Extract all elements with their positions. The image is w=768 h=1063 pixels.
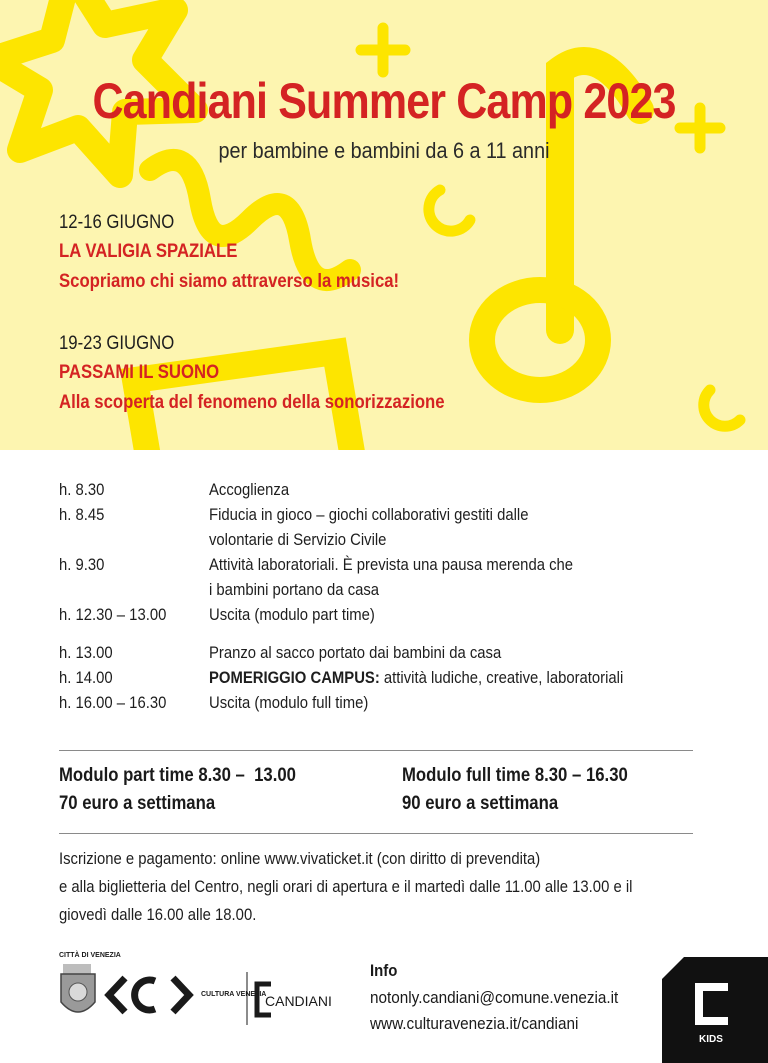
page-subtitle: per bambine e bambini da 6 a 11 anni — [218, 138, 550, 163]
camp-name: LA VALIGIA SPAZIALE — [59, 241, 238, 262]
city-logo-text: CITTÀ DI VENEZIA — [59, 952, 121, 959]
schedule-time: h. 12.30 – 13.00 — [59, 606, 167, 624]
registration-line: e alla biglietteria del Centro, negli orari di apertura e il martedì dalle 11.00 alle 13.00 e il — [59, 878, 633, 896]
schedule-row — [59, 666, 699, 691]
pricing-amount: 90 euro a settimana — [402, 793, 559, 814]
registration-info — [59, 845, 719, 929]
schedule-activity: Uscita (modulo full time) — [209, 694, 369, 712]
camp-name: PASSAMI IL SUONO — [59, 362, 220, 383]
info-email-link[interactable]: notonly.candiani@comune.venezia.it — [370, 988, 619, 1007]
schedule-time: h. 13.00 — [59, 644, 113, 662]
schedule-row — [59, 691, 699, 716]
schedule-activity-line: volontarie di Servizio Civile — [209, 531, 387, 549]
camp-description: Scopriamo chi siamo attraverso la musica! — [59, 271, 400, 292]
music-note-head — [482, 290, 598, 390]
schedule-time: h. 9.30 — [59, 556, 105, 574]
info-label: Info — [370, 961, 398, 980]
schedule-activity-line: Fiducia in gioco – giochi collaborativi gestiti dalle — [209, 506, 529, 524]
schedule-activity — [209, 666, 650, 691]
schedule-activity: Uscita (modulo part time) — [209, 606, 375, 624]
schedule-activity-line: attività ludiche, creative, laboratoriali — [379, 669, 624, 687]
divider — [59, 750, 693, 751]
camp-dates: 12-16 GIUGNO — [59, 212, 175, 233]
kids-label: KIDS — [699, 1034, 723, 1045]
pricing-full-time — [402, 762, 628, 818]
registration-line: giovedì dalle 16.00 alle 18.00. — [59, 906, 257, 924]
contact-info — [370, 957, 646, 1037]
info-website-link[interactable]: www.culturavenezia.it/candiani — [370, 1014, 579, 1033]
camp-week-1 — [59, 209, 446, 297]
schedule-time: h. 16.00 – 16.30 — [59, 694, 167, 712]
pricing-label: Modulo part time 8.30 – 13.00 — [59, 765, 296, 786]
daily-schedule — [59, 478, 699, 716]
kids-badge-logo — [662, 957, 768, 1063]
schedule-activity — [209, 503, 650, 553]
schedule-activity: Pranzo al sacco portato dai bambini da casa — [209, 644, 502, 662]
schedule-time: h. 8.30 — [59, 481, 105, 499]
campus-label: POMERIGGIO CAMPUS: — [209, 669, 380, 687]
c-shape — [704, 390, 740, 426]
schedule-activity-line: Attività laboratoriali. È prevista una pausa merenda che — [209, 556, 574, 574]
camp-week-2 — [59, 330, 497, 418]
schedule-row — [59, 641, 699, 666]
schedule-row — [59, 503, 699, 553]
pricing-part-time — [59, 762, 296, 818]
schedule-time: h. 8.45 — [59, 506, 105, 524]
registration-line: Iscrizione e pagamento: online www.vivaticket.it (con diritto di prevendita) — [59, 850, 541, 868]
schedule-row — [59, 553, 699, 603]
schedule-activity-line: i bambini portano da casa — [209, 581, 380, 599]
pricing-label: Modulo full time 8.30 – 16.30 — [402, 765, 628, 786]
cultura-logo-text: CULTURA VENEZIA — [201, 991, 267, 998]
candiani-logo — [257, 984, 332, 1015]
camp-dates: 19-23 GIUGNO — [59, 333, 175, 354]
hero-banner — [0, 0, 768, 450]
plus-shape — [361, 28, 405, 72]
camp-description: Alla scoperta del fenomeno della sonorizzazione — [59, 392, 445, 413]
schedule-row — [59, 478, 699, 503]
schedule-time: h. 14.00 — [59, 669, 113, 687]
c-brackets-logo — [109, 978, 189, 1012]
schedule-row — [59, 603, 699, 628]
partner-logos — [59, 950, 349, 1025]
pricing-amount: 70 euro a settimana — [59, 793, 216, 814]
schedule-activity — [209, 553, 650, 603]
divider — [59, 833, 693, 834]
page-title: Candiani Summer Camp 2023 — [92, 73, 676, 129]
schedule-activity: Accoglienza — [209, 481, 290, 499]
candiani-logo-text: CANDIANI — [265, 993, 332, 1009]
